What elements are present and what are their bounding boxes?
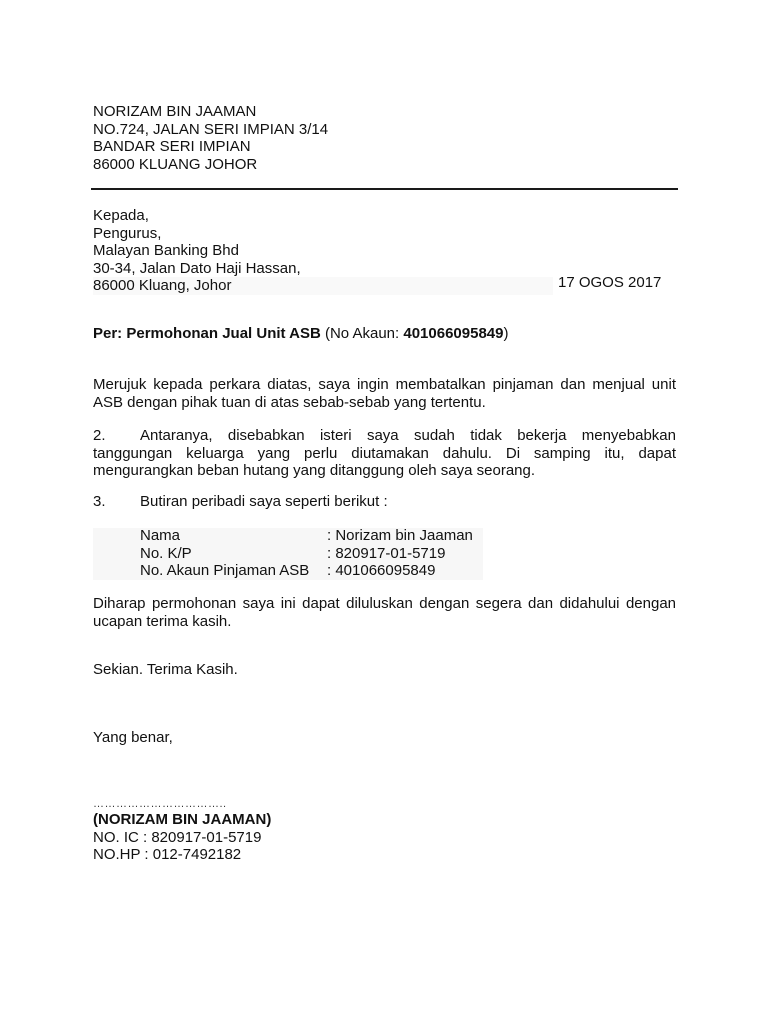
sender-name: NORIZAM BIN JAAMAN: [93, 103, 257, 120]
detail-label-account: No. Akaun Pinjaman ASB: [140, 562, 310, 579]
signature-line: ……………………………..: [93, 798, 227, 810]
paragraph-3-number: 3.: [93, 493, 106, 510]
detail-row: [93, 545, 676, 563]
recipient-bank: Malayan Banking Bhd: [93, 242, 239, 259]
sender-address: [93, 103, 676, 173]
subject-title: Per: Permohonan Jual Unit ASB: [93, 325, 321, 342]
paragraph-2: [93, 427, 676, 480]
recipient-salutation: Kepada,: [93, 207, 149, 224]
personal-details: [93, 527, 676, 580]
subject-account-close: ): [503, 325, 509, 342]
subject-account-number: 401066095849: [403, 325, 504, 342]
closing-line: Sekian. Terima Kasih.: [93, 661, 238, 678]
header-divider: [91, 188, 678, 190]
detail-label-ic: No. K/P: [140, 544, 192, 562]
detail-value-account: : 401066095849: [327, 562, 436, 579]
letter-date: 17 OGOS 2017: [558, 274, 662, 291]
subject-line: [93, 325, 676, 343]
detail-value-name: : Norizam bin Jaaman: [327, 527, 473, 544]
detail-label-name: Nama: [140, 527, 181, 544]
recipient-title: Pengurus,: [93, 224, 162, 242]
sender-address-line-1: NO.724, JALAN SERI IMPIAN 3/14: [93, 120, 329, 138]
signature-ic: NO. IC : 820917-01-5719: [93, 828, 262, 846]
detail-value-ic: : 820917-01-5719: [327, 544, 446, 562]
paragraph-1: Merujuk kepada perkara diatas, saya ingin membatalkan pinjaman dan menjual unit ASB dengan pihak tuan di atas sebab-sebab yang tertentu.: [93, 376, 676, 411]
sender-address-line-2: BANDAR SERI IMPIAN: [93, 138, 251, 155]
detail-row: [93, 527, 676, 545]
signature-block: [93, 811, 676, 864]
paragraph-2-text: Antaranya, disebabkan isteri saya sudah tidak bekerja menyebabkan tanggungan keluarga yang perlu diutamakan dahulu. Di samping itu, dapat mengurangkan beban hutang yang ditanggung oleh saya seorang.: [93, 427, 676, 479]
subject-account-label: (No Akaun:: [320, 325, 404, 342]
recipient-address-line-1: 30-34, Jalan Dato Haji Hassan,: [93, 259, 301, 277]
signature-phone: NO.HP : 012-7492182: [93, 846, 242, 863]
paragraph-4: Diharap permohonan saya ini dapat diluluskan dengan segera dan didahului dengan ucapan terima kasih.: [93, 595, 676, 630]
valediction: Yang benar,: [93, 729, 173, 746]
paragraph-2-number: 2.: [93, 427, 106, 444]
signature-name: (NORIZAM BIN JAAMAN): [93, 811, 272, 828]
sender-address-line-3: 86000 KLUANG JOHOR: [93, 155, 258, 173]
detail-row: [93, 562, 676, 580]
recipient-address-line-2: 86000 Kluang, Johor: [93, 277, 553, 295]
paragraph-3-text: Butiran peribadi saya seperti berikut :: [140, 493, 388, 510]
paragraph-3: [93, 493, 676, 511]
